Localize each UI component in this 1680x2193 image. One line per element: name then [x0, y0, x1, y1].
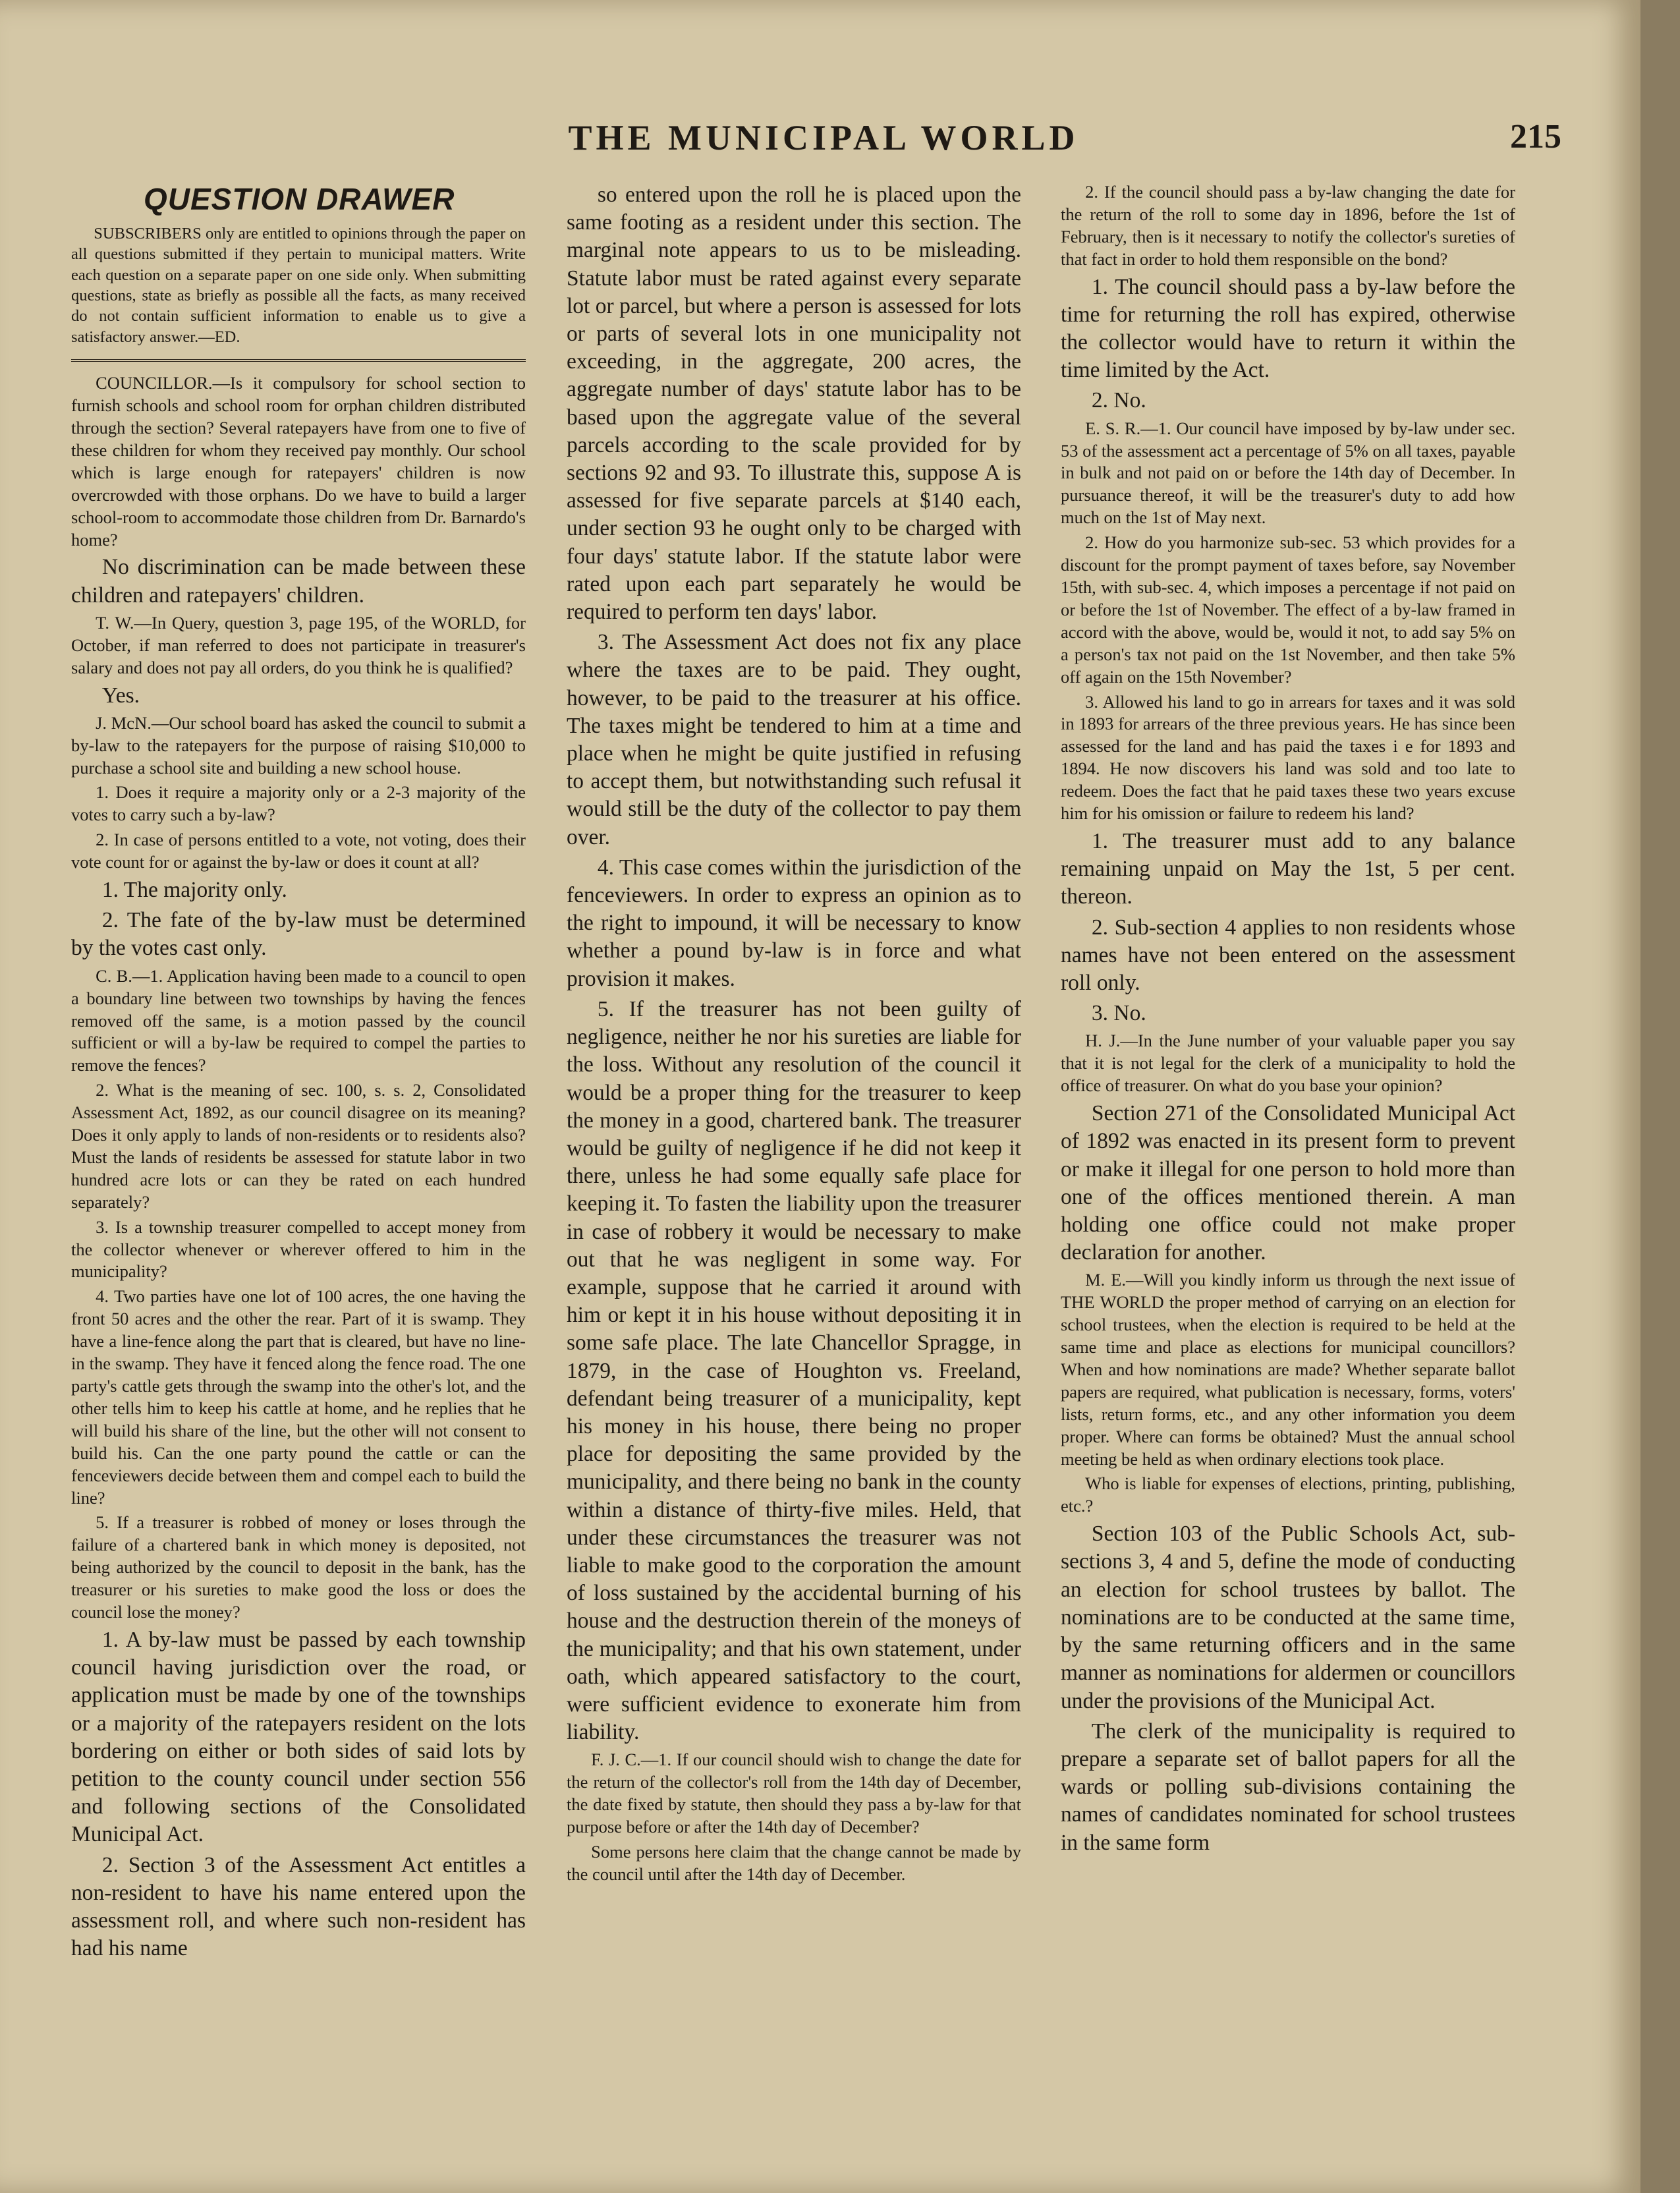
question-paragraph: H. J.—In the June number of your valuable paper you say that it is not legal for the clerk of a municipality to hold the office of treasurer. On what do you base your opinion? — [1061, 1031, 1515, 1096]
question-paragraph: 2. What is the meaning of sec. 100, s. s. 2, Consolidated Assessment Act, 1892, as our council disagree on its meaning? Does it only apply to lands of non-residents or to residents also? Must the lands of residents be assessed for statute labor in two hundred acre lots or can they be rated on each hundred separately? — [71, 1080, 526, 1212]
question-paragraph: M. E.—Will you kindly inform us through the next issue of THE WORLD the proper method of carrying on an election for school trustees, when the election is required to be held at the same time and place as elections for municipal councillors? When and how nominations are made? Whether separate ballot papers are required, what publication is necessary, forms, voters' lists, return forms, etc., and any other information you deem proper. Where can forms be obtained? Must the annual school meeting be held as when ordinary elections took place. — [1061, 1270, 1515, 1469]
column-2 — [567, 181, 1021, 2158]
question-paragraph: 2. How do you harmonize sub-sec. 53 which provides for a discount for the prompt payment of taxes before, say November 15th, with sub-sec. 4, which imposes a percentage if not paid on or before the 1st of November. The effect of a by-law framed in accord with the above, would be, would it not, to add say 5% on a person's tax not paid on the 1st November, and then take 5% off again on the 15th November? — [1061, 532, 1515, 687]
answer-paragraph: 3. No. — [1091, 1001, 1146, 1026]
answer-paragraph: Section 103 of the Public Schools Act, sub-sections 3, 4 and 5, define the mode of conducting an election for school trustees by ballot. The nominations are to be conducted at the same time, by the same returning officers and in the same manner as nominations for aldermen or councillors under the provisions of the Municipal Act. — [1061, 1522, 1515, 1713]
answer-paragraph: 1. The majority only. — [101, 878, 287, 903]
answer-paragraph: 1. The treasurer must add to any balance remaining unpaid on May the 1st, 5 per cent. thereon. — [1061, 828, 1515, 909]
question-paragraph: 3. Allowed his land to go in arrears for taxes and it was sold in 1893 for arrears of the three previous years. He has since been assessed for the land and has paid the taxes i e for 1893 and 1894. He now discovers his land was sold and too late to redeem. Does the fact that he paid taxes these two years excuse him for his omission or failure to redeem his land? — [1061, 691, 1515, 824]
question-paragraph: Some persons here claim that the change cannot be made by the council until after the 14th day of December. — [567, 1842, 1021, 1884]
answer-paragraph: 1. A by-law must be passed by each township council having jurisdiction over the road, or application must be made by one of the townships or a majority of the ratepayers resident on the lots bordering on either or both sides of said lots by petition to the county council under section 556 and following sections of the Consolidated Municipal Act. — [71, 1627, 526, 1847]
section-note: SUBSCRIBERS only are entitled to opinions through the paper on all questions submitted if they pertain to municipal matters. Write each question on a separate paper on one side only. When submitting questions, state as briefly as possible all the facts, as many received do not contain sufficient information to enable us to give a satisfactory answer.—ED. — [71, 225, 526, 346]
answer-paragraph: Yes. — [101, 683, 140, 708]
masthead-title: THE MUNICIPAL WORLD — [568, 118, 1079, 157]
question-paragraph: COUNCILLOR.—Is it compulsory for school section to furnish schools and school room for orphan children distributed through the section? Several ratepayers have from one to five of these children for whom they received pay monthly. Our school which is large enough for ratepayers' children is now overcrowded with those orphans. Do we have to build a larger school-room to accommodate those children from Dr. Barnardo's home? — [71, 373, 526, 550]
column-1 — [71, 181, 526, 2158]
question-paragraph: F. J. C.—1. If our council should wish to change the date for the return of the collector's roll from the 14th day of December, the date fixed by statute, then should they pass a by-law for that purpose before or after the 14th day of December? — [567, 1750, 1021, 1837]
question-paragraph: E. S. R.—1. Our council have imposed by by-law under sec. 53 of the assessment act a percentage of 5% on all taxes, payable in bulk and not paid on or before the 14th day of December. In pursuance thereof, it will be the treasurer's duty to add how much on the 1st of May next. — [1061, 418, 1515, 528]
question-paragraph: 1. Does it require a majority only or a 2-3 majority of the votes to carry such a by-law? — [71, 782, 526, 825]
column-2-body — [567, 181, 1021, 1886]
answer-paragraph: 2. The fate of the by-law must be determined by the votes cast only. — [71, 908, 526, 961]
question-paragraph: 2. In case of persons entitled to a vote, not voting, does their vote count for or against the by-law or does it count at all? — [71, 830, 526, 872]
question-paragraph: 5. If a treasurer is robbed of money or loses through the failure of a chartered bank in which money is deposited, not being authorized by the council to deposit in the bank, has the treasurer or his sureties to make good the loss or does the council lose the money? — [71, 1512, 526, 1622]
answer-paragraph: 5. If the treasurer has not been guilty of negligence, neither he nor his sureties are liable for the loss. Without any resolution of the council it would be a proper thing for the treasurer to keep the money in a good, chartered bank. The treasurer would be guilty of negligence if he did not keep it there, unless he had some equally safe place for keeping it. To fasten the liability upon the treasurer in case of robbery it would be necessary to make out that he was negligent in some way. For example, suppose that he carried it around with him or kept it in his house without depositing it in some safe place. The late Chancellor Spragge, in 1879, in the case of Houghton vs. Freeland, defendant being treasurer of a municipality, kept his money in his house, there being no proper place for depositing the same provided by the municipality, and there being no bank in the county within a distance of thirty-five miles. Held, that under these circumstances the treasurer was not liable to make good to the corporation the amount of loss sustained by the accidental burning of his house and the destruction therein of the moneys of the municipality; and that his own statement, under oath, which appeared satisfactory to the court, were sufficient evidence to exonerate him from liability. — [567, 996, 1021, 1745]
answer-paragraph: so entered upon the roll he is placed upon the same footing as a resident under this section. The marginal note appears to us to be misleading. Statute labor must be rated against every separate lot or parcel, but where a person is assessed for lots or parts of several lots in one municipality not exceeding, in the aggregate, 200 acres, the aggregate number of days' statute labor has to be based upon the aggregate value of the several parcels according to the scale provided for by sections 92 and 93. To illustrate this, suppose A is assessed for five separate parcels at $140 each, under section 93 he ought only to be charged with four days' statute labor. If the statute labor were rated upon each part separately he would be required to perform ten days' labor. — [567, 183, 1021, 625]
page-number: 215 — [1510, 118, 1561, 156]
answer-paragraph: Section 271 of the Consolidated Municipal Act of 1892 was enacted in its present form to prevent or make it illegal for one person to hold more than one of the offices mentioned therein. A man holding one office could not make proper declaration for another. — [1061, 1101, 1515, 1265]
section-title: QUESTION DRAWER — [144, 182, 455, 216]
page-header — [0, 117, 1640, 163]
answer-paragraph: 4. This case comes within the jurisdiction of the fenceviewers. In order to express an opinion as to the right to impound, it will be necessary to know whether a pound by-law is in force and what provision it makes. — [567, 855, 1021, 991]
answer-paragraph: The clerk of the municipality is required to prepare a separate set of ballot papers for all the wards or polling sub-divisions containing the names of candidates nominated for school trustees in the same form — [1061, 1719, 1515, 1855]
question-paragraph: 4. Two parties have one lot of 100 acres, the one having the front 50 acres and the other the rear. Part of it is swamp. They have a line-fence along the part that is cleared, but have no line-in the swamp. They have it fenced along the fence road. The one party's cattle gets through the swamp into the other's lot, and the other tells him to keep his cattle at home, and he replies that he will build his share of the line, but the other will not consent to build his. Can the one party pound the cattle or can the fenceviewers decide between them and compel each to build the line? — [71, 1286, 526, 1508]
question-paragraph: C. B.—1. Application having been made to a council to open a boundary line between two townships by having the fences removed off the same, is a motion passed by the council sufficient or will a by-law be required to compel the parties to remove the fences? — [71, 965, 526, 1075]
column-1-body — [71, 372, 526, 1962]
question-paragraph: J. McN.—Our school board has asked the council to submit a by-law to the ratepayers for the purpose of raising $10,000 to purchase a school site and building a new school house. — [71, 712, 526, 778]
section-divider — [71, 359, 526, 362]
question-paragraph: T. W.—In Query, question 3, page 195, of the WORLD, for October, if man referred to does not participate in treasurer's salary and does not pay all orders, do you think he is qualified? — [71, 612, 526, 677]
answer-paragraph: 2. Sub-section 4 applies to non residents whose names have not been entered on the assessment roll only. — [1061, 915, 1515, 995]
column-3 — [1061, 181, 1515, 2158]
answer-paragraph: 2. No. — [1091, 388, 1146, 413]
question-paragraph: Who is liable for expenses of elections, printing, publishing, etc.? — [1061, 1473, 1515, 1516]
answer-paragraph: 3. The Assessment Act does not fix any place where the taxes are to be paid. They ought, however, to be paid to the treasurer at his office. The taxes might be tendered to him at a time and place when he might be quite justified in refusing to accept them, but notwithstanding such refusal it would still be the duty of the collector to pay them over. — [567, 630, 1021, 849]
answer-paragraph: 1. The council should pass a by-law before the time for returning the roll has expired, otherwise the collector would have to return it within the time limited by the Act. — [1061, 274, 1515, 383]
answer-paragraph: No discrimination can be made between these children and ratepayers' children. — [71, 555, 526, 608]
column-3-body — [1061, 181, 1515, 1857]
question-paragraph: 2. If the council should pass a by-law changing the date for the return of the roll to some day in 1896, before the 1st of February, then is it necessary to notify the collector's sureties of that fact in order to hold them responsible on the bond? — [1061, 182, 1515, 269]
answer-paragraph: 2. Section 3 of the Assessment Act entitles a non-resident to have his name entered upon the assessment roll, and where such non-resident has had his name — [71, 1852, 526, 1961]
question-paragraph: 3. Is a township treasurer compelled to accept money from the collector whenever or wherever offered to him in the municipality? — [71, 1216, 526, 1282]
